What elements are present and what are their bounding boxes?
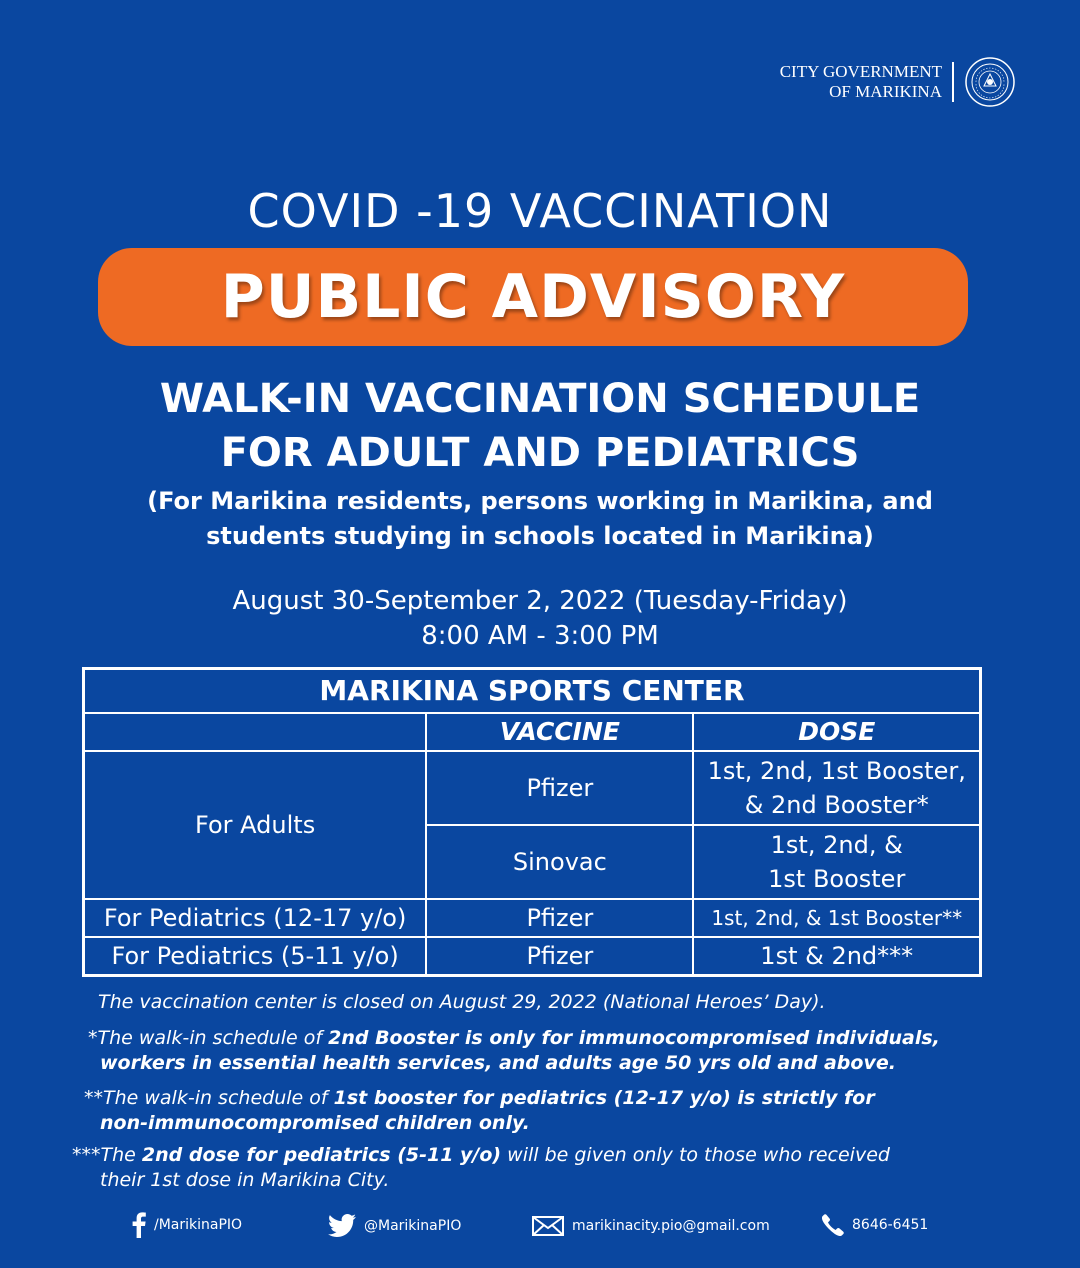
vaccine-cell: Sinovac [426, 825, 693, 899]
footnote-1-cont [100, 1051, 896, 1076]
adults-group-cell: For Adults [84, 751, 427, 899]
footnote-1-bold: 2nd Booster is only for immunocompromised individuals, [328, 1027, 940, 1049]
advisory-banner [98, 248, 968, 346]
email-contact[interactable] [532, 1216, 770, 1236]
footnote-3-tail: will be given only to those who received [501, 1144, 890, 1166]
dose-cell [693, 825, 980, 899]
dose-cell: 1st, 2nd, & 1st Booster** [693, 899, 980, 937]
schedule-dates [0, 584, 1080, 654]
eligibility-line1: (For Marikina residents, persons working in Marikina, and [147, 487, 933, 515]
vaccine-cell: Pfizer [426, 899, 693, 937]
footnote-3-lead: ***The [72, 1144, 142, 1166]
schedule-subtitle [0, 372, 1080, 480]
gov-name [780, 62, 954, 102]
venue-header: MARIKINA SPORTS CENTER [84, 669, 981, 713]
dose-line: 1st Booster [768, 864, 906, 893]
closure-note: The vaccination center is closed on August 29, 2022 (National Heroes’ Day). [98, 991, 826, 1013]
dose-cell: 1st & 2nd*** [693, 937, 980, 976]
footnote-3 [72, 1143, 890, 1168]
table-row [84, 937, 981, 976]
subtitle-line1: WALK-IN VACCINATION SCHEDULE [159, 376, 921, 422]
group-cell: For Pediatrics (5-11 y/o) [84, 937, 427, 976]
footnote-2-lead: **The walk-in schedule of [84, 1087, 334, 1109]
contact-footer [0, 1210, 1080, 1240]
dose-cell [693, 751, 980, 825]
footnote-2-cont [100, 1111, 530, 1136]
twitter-icon [328, 1214, 356, 1237]
dose-header: DOSE [693, 713, 980, 751]
group-header [84, 713, 427, 751]
eligibility-line2: students studying in schools located in Marikina) [206, 522, 874, 550]
footnote-1-lead: *The walk-in schedule of [88, 1027, 329, 1049]
facebook-handle: /MarikinaPIO [154, 1217, 243, 1233]
time-range: 8:00 AM - 3:00 PM [421, 621, 659, 651]
vaccine-cell: Pfizer [426, 751, 693, 825]
email-address: marikinacity.pio@gmail.com [572, 1218, 770, 1234]
subtitle-line2: FOR ADULT AND PEDIATRICS [220, 430, 860, 476]
schedule-table [82, 667, 982, 977]
footnote-2-bold-cont: non-immunocompromised children only. [100, 1112, 530, 1134]
dose-line: 1st, 2nd, & [770, 830, 903, 859]
facebook-contact[interactable] [132, 1212, 242, 1238]
footnote-2 [84, 1086, 875, 1111]
twitter-contact[interactable] [328, 1214, 461, 1237]
table-row [84, 751, 981, 825]
footnote-3-bold: 2nd dose for pediatrics (5-11 y/o) [141, 1144, 502, 1166]
advisory-banner-text: PUBLIC ADVISORY [220, 262, 846, 332]
phone-number: 8646-6451 [852, 1217, 929, 1233]
dose-line: & 2nd Booster* [744, 790, 929, 819]
dose-line: 1st, 2nd, 1st Booster, [707, 756, 966, 785]
vaccine-header: VACCINE [426, 713, 693, 751]
facebook-icon [132, 1212, 146, 1238]
city-seal-icon [964, 56, 1016, 108]
group-cell: For Pediatrics (12-17 y/o) [84, 899, 427, 937]
gov-name-line2: OF MARIKINA [829, 82, 942, 101]
eligibility-note [0, 484, 1080, 554]
vaccine-cell: Pfizer [426, 937, 693, 976]
footnote-2-bold: 1st booster for pediatrics (12-17 y/o) is strictly for [333, 1087, 875, 1109]
phone-contact[interactable] [822, 1214, 928, 1236]
table-row [84, 899, 981, 937]
gov-header [780, 56, 1016, 108]
gov-name-line1: CITY GOVERNMENT [779, 62, 942, 81]
envelope-icon [532, 1216, 564, 1236]
footnote-1 [88, 1026, 940, 1051]
date-range: August 30-September 2, 2022 (Tuesday-Friday) [232, 586, 848, 616]
page-title: COVID -19 VACCINATION [247, 184, 833, 238]
footnote-3-cont: their 1st dose in Marikina City. [100, 1169, 390, 1191]
twitter-handle: @MarikinaPIO [364, 1217, 462, 1234]
footnote-1-bold-cont: workers in essential health services, and adults age 50 yrs old and above. [100, 1052, 896, 1074]
phone-icon [822, 1214, 844, 1236]
